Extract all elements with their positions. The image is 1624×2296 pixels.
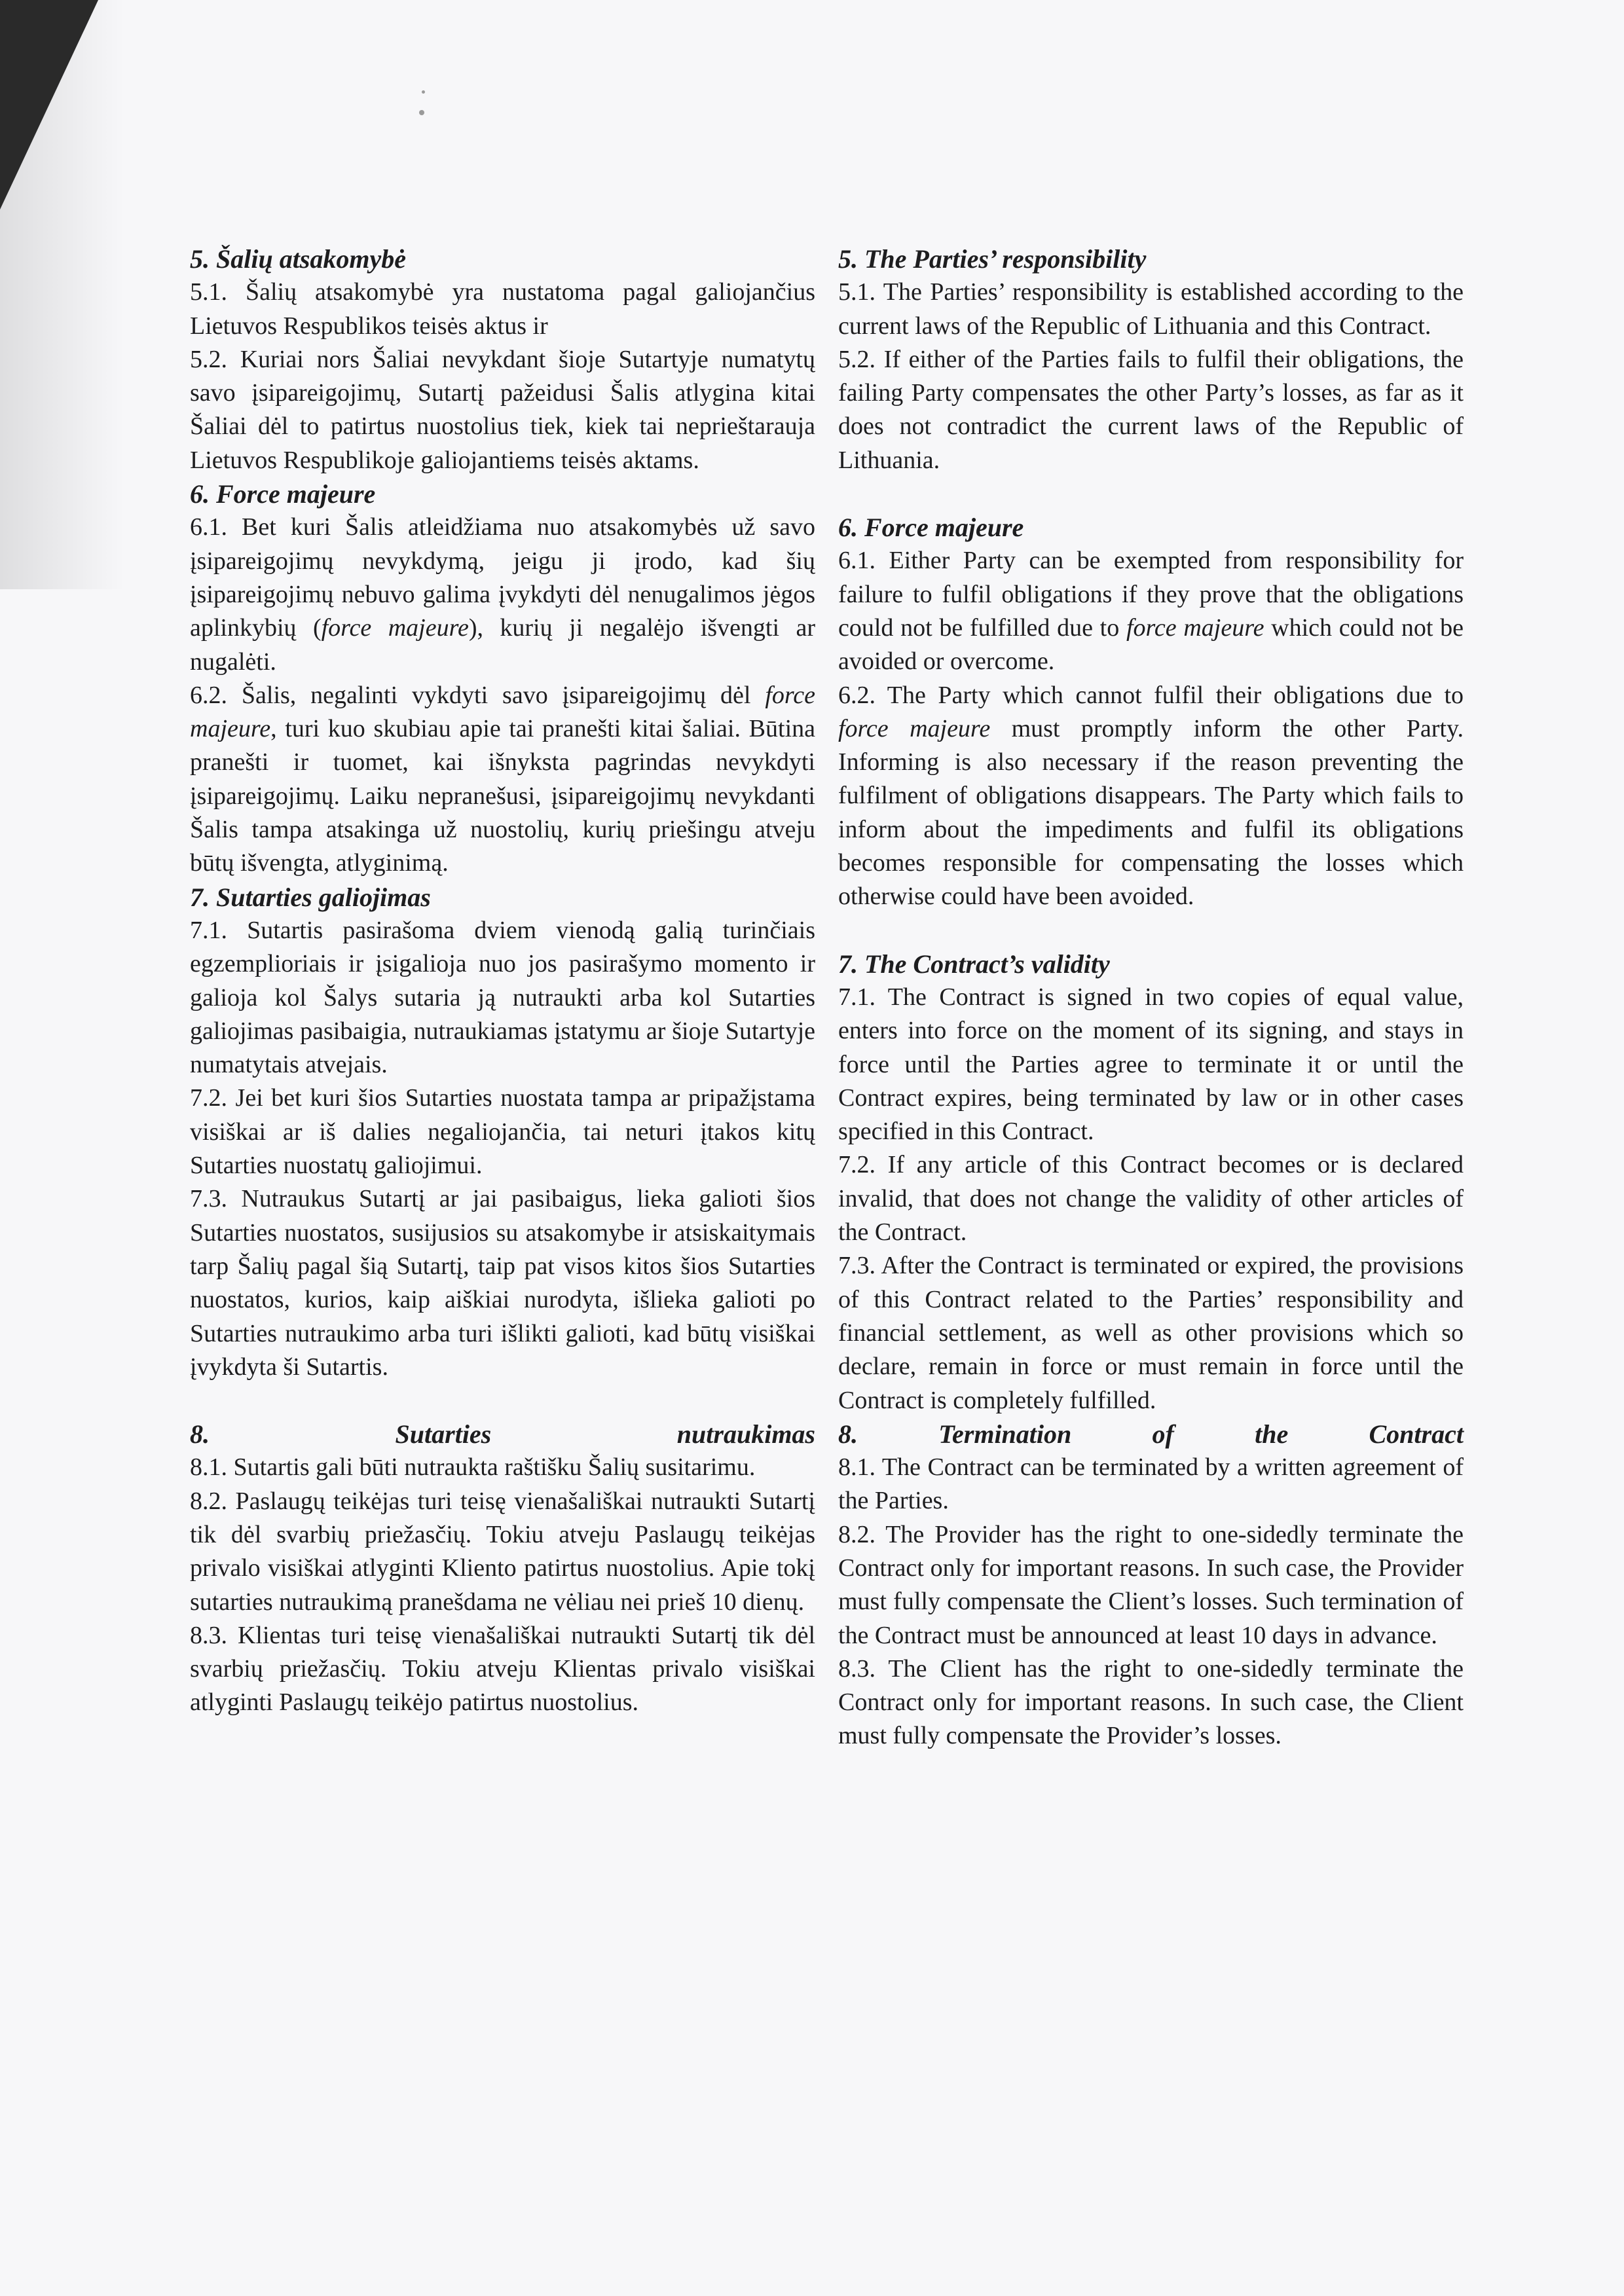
- clause-text: which could not be avoided or overcome.: [838, 613, 1464, 676]
- clause-6-1: [190, 511, 815, 678]
- heading-word: nutraukimas: [676, 1419, 815, 1449]
- clause-term: force majeure: [190, 681, 815, 743]
- heading-word: 8.: [190, 1419, 210, 1449]
- heading-word: the: [1255, 1419, 1289, 1449]
- clause-text: 6.1. Either Party can be exempted from responsibility for failure to fulfil obligations if they prove that the obligations could not be fulfilled due to: [838, 547, 1464, 642]
- heading-word: Sutarties: [395, 1419, 492, 1449]
- clause-7-1: 7.1. The Contract is signed in two copies of equal value, enters into force on the moment of its signing, and stays in force until the Parties agree to terminate it or until the Contract expires, being terminated by law or in other cases specified in this Contract.: [838, 983, 1464, 1146]
- heading-word: of: [1152, 1419, 1174, 1449]
- clause-6-2: [190, 679, 815, 881]
- clause-text: 6.2. The Party which cannot fulfil their obligations due to: [838, 681, 1464, 709]
- clause-7-1: 7.1. Sutartis pasirašoma dviem vienodą galią turinčiais egzemplioriais ir įsigalioja nuo jos pasirašymo momento ir galioja kol Šalys sutaria ją nutraukti arba kol Sutarties galiojimas pasibaigia, nutraukiamas įstatymu ar šioje Sutartyje numatytais atvejais.: [190, 916, 815, 1079]
- clause-7-2: 7.2. Jei bet kuri šios Sutarties nuostata tampa ar pripažįstama visiškai ar iš dalies negaliojančia, tai neturi įtakos kitų Sutarties nuostatų galiojimui.: [190, 1084, 815, 1180]
- scan-corner-fold: [0, 0, 98, 210]
- clause-5-2: 5.2. If either of the Parties fails to fulfil their obligations, the failing Party compensates the other Party’s losses, as far as it does not contradict the current laws of the Republic of Lithuania.: [838, 345, 1464, 474]
- section-heading: 5. Šalių atsakomybė: [190, 244, 407, 274]
- lithuanian-column: [190, 242, 815, 1720]
- clause-7-3: 7.3. After the Contract is terminated or expired, the provisions of this Contract related to the Parties’ responsibility and financial settlement, as well as other provisions which so declare, remain in force or must remain in force until the Contract is completely fulfilled.: [838, 1252, 1464, 1414]
- clause-5-2: 5.2. Kuriai nors Šaliai nevykdant šioje Sutartyje numatytų savo įsipareigojimų, Sutartį pažeidusi Šalis atlygina kitai Šaliai dėl to patirtus nuostolius tiek, kiek tai neprieštarauja Lietuvos Respublikoje galiojantiems teisės aktams.: [190, 345, 815, 474]
- clause-5-1: 5.1. The Parties’ responsibility is established according to the current laws of the Republic of Lithuania and this Contract.: [838, 278, 1464, 340]
- clause-text: must promptly inform the other Party. Informing is also necessary if the reason preventing the fulfilment of obligations disappears. The Party which fails to inform about the impediments and fulfil its obligations becomes responsible for compensating the losses which otherwise could have been avoided.: [838, 714, 1464, 911]
- clause-8-3: 8.3. The Client has the right to one-sidedly terminate the Contract only for important reasons. In such case, the Client must fully compensate the Provider’s losses.: [838, 1654, 1464, 1750]
- clause-text: ), kurių ji negalėjo išvengti ar nugalėti.: [190, 614, 815, 676]
- clause-text: 6.1. Bet kuri Šalis atleidžiama nuo atsakomybės už savo įsipareigojimų nevykdymą, jeigu ji įrodo, kad šių įsipareigojimų nebuvo galima įvykdyti dėl nenugalimos jėgos aplinkybių (: [190, 513, 815, 642]
- blank-line: [190, 1384, 815, 1417]
- section-heading: 6. Force majeure: [190, 479, 376, 509]
- clause-8-2: 8.2. The Provider has the right to one-sidedly terminate the Contract only for important reasons. In such case, the Provider must fully compensate the Client’s losses. Such termination of the Contract must be announced at least 10 days in advance.: [838, 1520, 1464, 1649]
- clause-8-2: 8.2. Paslaugų teikėjas turi teisę vienašališkai nutraukti Sutartį tik dėl svarbių priežasčių. Tokiu atveju Paslaugų teikėjas privalo visiškai atlyginti Kliento patirtus nuostolius. Apie tokį sutarties nutraukimą pranešdama ne vėliau nei prieš 10 dienų.: [190, 1487, 815, 1616]
- heading-word: Contract: [1369, 1419, 1464, 1449]
- section-heading: 6. Force majeure: [838, 513, 1024, 543]
- heading-word: Termination: [938, 1419, 1072, 1449]
- clause-term: force majeure: [838, 714, 991, 742]
- section-7-en: [838, 947, 1464, 1417]
- section-6-lt: [190, 477, 815, 881]
- section-heading: [190, 1417, 815, 1451]
- clause-8-1: 8.1. Sutartis gali būti nutraukta raštišku Šalių susitarimu.: [190, 1453, 756, 1482]
- clause-term: force majeure: [1126, 613, 1264, 642]
- scan-speck: [419, 110, 424, 115]
- section-8-en: [838, 1417, 1464, 1753]
- blank-line: [838, 914, 1464, 947]
- clause-7-3: 7.3. Nutraukus Sutartį ar jai pasibaigus, lieka galioti šios Sutarties nuostatos, susijusios su atsakomybe ir atsiskaitymais tarp Šalių pagal šią Sutartį, taip pat visos kitos šios Sutarties nuostatos, kurios, kaip aiškiai nurodyta, išlieka galioti po Sutarties nutraukimo arba turi išlikti galioti, kad būtų visiškai įvykdyta ši Sutartis.: [190, 1185, 815, 1381]
- section-heading: 5. The Parties’ responsibility: [838, 244, 1147, 274]
- english-column: [838, 242, 1464, 1753]
- section-8-lt: [190, 1417, 815, 1720]
- blank-line: [838, 477, 1464, 511]
- clause-term: force majeure: [321, 614, 469, 642]
- section-heading: [838, 1417, 1464, 1451]
- clause-7-2: 7.2. If any article of this Contract becomes or is declared invalid, that does not change the validity of other articles of the Contract.: [838, 1151, 1464, 1247]
- clause-text: , turi kuo skubiau apie tai pranešti kitai šaliai. Būtina pranešti ir tuomet, kai išnyksta pagrindas nevykdyti įsipareigojimų. Laiku nepranešusi, įsipareigojimų nevykdanti Šalis tampa atsakinga už nuostolių, kurių priešingu atveju būtų išvengta, atlyginimą.: [190, 715, 815, 877]
- section-5-en: [838, 242, 1464, 477]
- clause-8-1: 8.1. The Contract can be terminated by a written agreement of the Parties.: [838, 1453, 1464, 1515]
- heading-word: 8.: [838, 1419, 858, 1449]
- clause-text: 6.2. Šalis, negalinti vykdyti savo įsipareigojimų dėl: [190, 681, 766, 709]
- clause-8-3: 8.3. Klientas turi teisę vienašališkai nutraukti Sutartį tik dėl svarbių priežasčių. Tokiu atveju Klientas privalo visiškai atlyginti Paslaugų teikėjo patirtus nuostolius.: [190, 1621, 815, 1717]
- section-5-lt: [190, 242, 815, 477]
- section-heading: 7. The Contract’s validity: [838, 949, 1110, 979]
- clause-5-1: 5.1. Šalių atsakomybė yra nustatoma pagal galiojančius Lietuvos Respublikos teisės aktus ir: [190, 278, 815, 340]
- section-7-lt: [190, 881, 815, 1384]
- clause-6-1: [838, 544, 1464, 678]
- section-6-en: [838, 511, 1464, 914]
- section-heading: 7. Sutarties galiojimas: [190, 882, 431, 912]
- clause-6-2: [838, 679, 1464, 914]
- scan-speck: [422, 90, 425, 94]
